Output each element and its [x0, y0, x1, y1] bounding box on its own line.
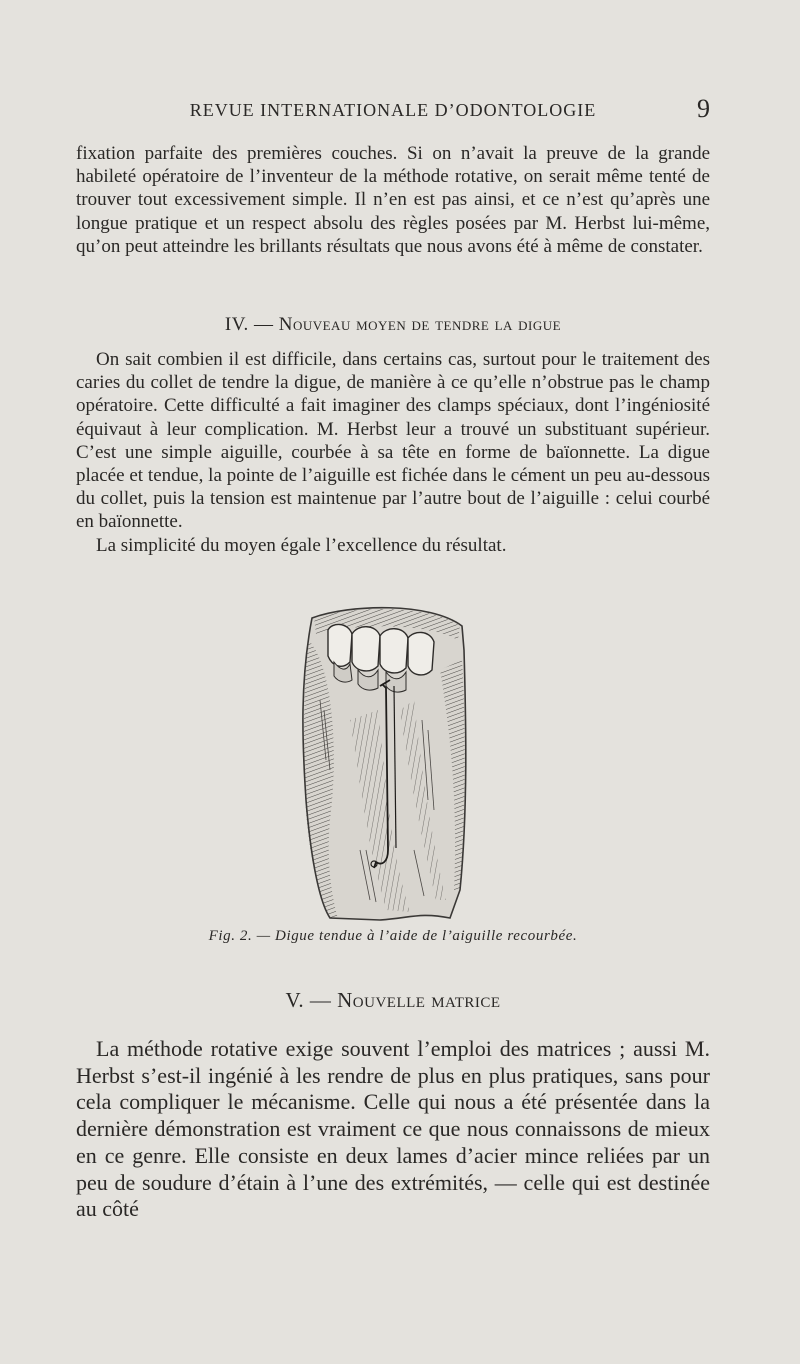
paragraph: fixation parfaite des premières couches. Si on n’avait la preuve de la grande habileté opératoire de l’inventeur de la méthode rotative, on serait même tenté de trouver tout excessivement simple. Il n’en est pas ainsi, et ce n’est qu’après une longue pratique et un respect absolu des règles posées par M. Herbst lui-même, qu’on peut atteindre les brillants résultats que nous avons été à même de constater.: [76, 143, 710, 257]
paragraph: La méthode rotative exige souvent l’emploi des matrices ; aussi M. Herbst s’est-il ingénié à les rendre de plus en plus pratiques, sans pour cela compliquer le mécanisme. Celle qui nous a été présentée dans la dernière démonstration est vraiment ce que nous connaissons de mieux en ce genre. Elle consiste en deux lames d’acier mince reliées par un peu de soudure d’étain à l’une des extrémités, — celle qui est destinée au côté: [76, 1036, 710, 1222]
paragraph: On sait combien il est difficile, dans certains cas, surtout pour le traitement des caries du collet de tendre la digue, de manière à ce qu’elle n’obstrue pas le champ opératoire. Cette difficulté a fait imaginer des clamps spéciaux, dont l’ingéniosité équivaut à leur complication. M. Herbst leur a trouvé un substituant supérieur. C’est une simple aiguille, courbée à sa tête en forme de baïonnette. La digue placée et tendue, la pointe de l’aiguille est fichée dans le cément un peu au-dessous du collet, puis la tension est maintenue par l’autre bout de l’aiguille : celui courbé en baïonnette.: [76, 349, 710, 533]
section-iv-text: [76, 348, 710, 557]
figure-caption: Fig. 2. — Digue tendue à l’aide de l’aiguille recourbée.: [208, 928, 578, 944]
section-heading-v: V. — Nouvelle matrice: [285, 988, 501, 1012]
section-v-text: [76, 1036, 710, 1223]
rubber-dam-engraving: [290, 600, 476, 922]
running-head: [76, 94, 710, 132]
page-number: 9: [697, 94, 710, 123]
figure-illustration: [290, 600, 476, 922]
section-heading-iv: IV. — Nouveau moyen de tendre la digue: [224, 314, 562, 335]
paragraph: La simplicité du moyen égale l’excellence du résultat.: [96, 534, 507, 556]
running-title: REVUE INTERNATIONALE D’ODONTOLOGIE: [189, 100, 597, 120]
intro-text: [76, 142, 710, 258]
